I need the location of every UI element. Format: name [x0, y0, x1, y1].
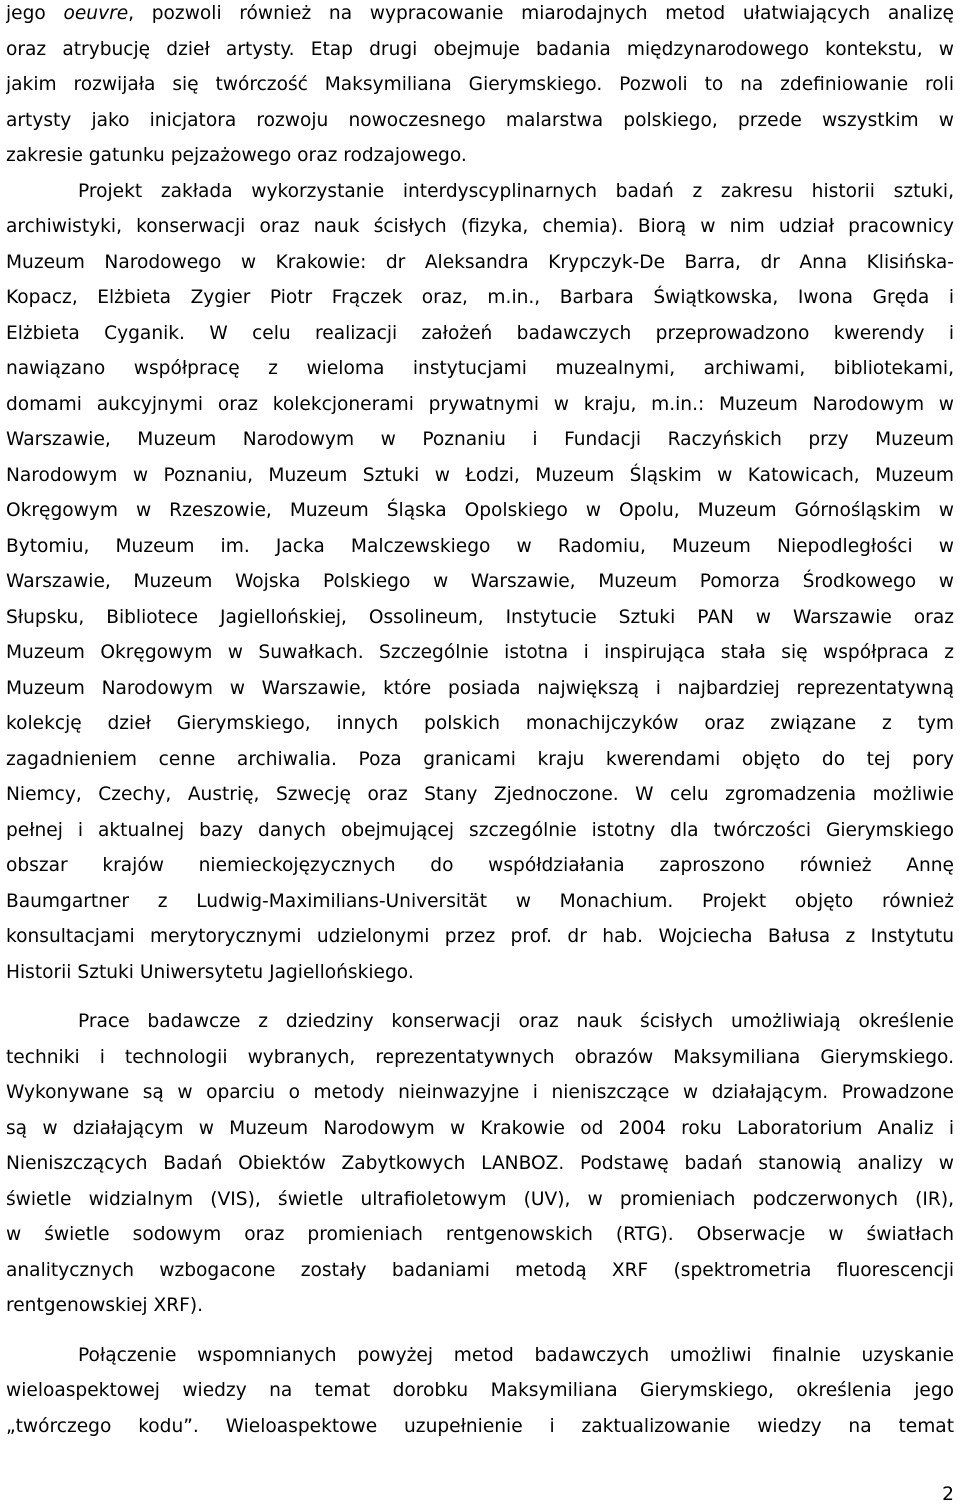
- text-line: Niemcy, Czechy, Austrię, Szwecję oraz Stany Zjednoczone. W celu zgromadzenia możliwie: [6, 784, 954, 805]
- text-line: jego oeuvre, pozwoli również na wypracowanie miarodajnych metod ułatwiających analizę: [6, 3, 954, 24]
- text-line: „twórczego kodu”. Wieloaspektowe uzupełnienie i zaktualizowanie wiedzy na temat: [6, 1415, 954, 1437]
- text-line: Połączenie wspomnianych powyżej metod badawczych umożliwi finalnie uzyskanie: [78, 1344, 954, 1366]
- text-line: zakresie gatunku pejzażowego oraz rodzajowego.: [6, 145, 467, 166]
- text-line: konsultacjami merytorycznymi udzielonymi przez prof. dr hab. Wojciecha Bałusa z Instytutu: [6, 926, 954, 947]
- paragraph-3: [6, 1004, 954, 1324]
- text-line: domami aukcyjnymi oraz kolekcjonerami prywatnymi w kraju, m.in.: Muzeum Narodowym w: [6, 393, 954, 415]
- text-line: analitycznych wzbogacone zostały badaniami metodą XRF (spektrometria fluorescencji: [6, 1259, 954, 1281]
- text-line: Słupsku, Bibliotece Jagiellońskiej, Ossolineum, Instytucie Sztuki PAN w Warszawie oraz: [6, 606, 954, 628]
- text-line: techniki i technologii wybranych, reprezentatywnych obrazów Maksymiliana Gierymskiego.: [6, 1046, 954, 1068]
- text-line: Narodowym w Poznaniu, Muzeum Sztuki w Łodzi, Muzeum Śląskim w Katowicach, Muzeum: [6, 464, 954, 486]
- text-line: Bytomiu, Muzeum im. Jacka Malczewskiego w Radomiu, Muzeum Niepodległości w: [6, 535, 954, 557]
- paragraph-2: [6, 174, 954, 991]
- text-line: Warszawie, Muzeum Narodowym w Poznaniu i Fundacji Raczyńskich przy Muzeum: [6, 429, 954, 450]
- text-line: kolekcję dzieł Gierymskiego, innych polskich monachijczyków oraz związane z tym: [6, 713, 954, 734]
- text-line: rentgenowskiej XRF).: [6, 1295, 204, 1316]
- paragraph-spacer: [6, 990, 954, 1004]
- text-line: nawiązano współpracę z wieloma instytucjami muzealnymi, archiwami, bibliotekami,: [6, 358, 954, 379]
- document-page: [6, 0, 954, 1444]
- text-line: w świetle sodowym oraz promieniach rentgenowskich (RTG). Obserwacje w światłach: [6, 1224, 954, 1245]
- text-line: Elżbieta Cyganik. W celu realizacji założeń badawczych przeprowadzono kwerendy i: [6, 322, 954, 344]
- text-line: Muzeum Narodowym w Warszawie, które posiada największą i najbardziej reprezentatywną: [6, 677, 954, 699]
- text-line: Projekt zakłada wykorzystanie interdyscyplinarnych badań z zakresu historii sztuki,: [78, 180, 954, 202]
- text-line: świetle widzialnym (VIS), świetle ultrafioletowym (UV), w promieniach podczerwonych (IR),: [6, 1188, 954, 1210]
- text-line: Warszawie, Muzeum Wojska Polskiego w Warszawie, Muzeum Pomorza Środkowego w: [6, 571, 954, 592]
- text-line: artysty jako inicjatora rozwoju nowoczesnego malarstwa polskiego, przede wszystkim w: [6, 109, 954, 131]
- text-line: Okręgowym w Rzeszowie, Muzeum Śląska Opolskiego w Opolu, Muzeum Górnośląskim w: [6, 500, 954, 521]
- text-line: zagadnieniem cenne archiwalia. Poza granicami kraju kwerendami objęto do tej pory: [6, 748, 954, 770]
- text-line: wieloaspektowej wiedzy na temat dorobku Maksymiliana Gierymskiego, określenia jego: [6, 1380, 954, 1401]
- text-line: Muzeum Okręgowym w Suwałkach. Szczególnie istotna i inspirująca stała się współpraca z: [6, 642, 954, 663]
- text-line: archiwistyki, konserwacji oraz nauk ścisłych (fizyka, chemia). Biorą w nim udział pracownicy: [6, 216, 954, 237]
- text-line: Kopacz, Elżbieta Zygier Piotr Frączek oraz, m.in., Barbara Świątkowska, Iwona Gręda i: [6, 287, 954, 308]
- text-line: Muzeum Narodowego w Krakowie: dr Aleksandra Krypczyk-De Barra, dr Anna Klisińska-: [6, 251, 954, 273]
- text-line: Wykonywane są w oparciu o metody nieinwazyjne i nieniszczące w działającym. Prowadzone: [6, 1082, 954, 1103]
- text-line: Nieniszczących Badań Obiektów Zabytkowych LANBOZ. Podstawę badań stanowią analizy w: [6, 1153, 954, 1174]
- paragraph-spacer: [6, 1324, 954, 1338]
- text-line: oraz atrybucję dzieł artysty. Etap drugi obejmuje badania międzynarodowego kontekstu, w: [6, 38, 954, 60]
- text-line: pełnej i aktualnej bazy danych obejmującej szczególnie istotny dla twórczości Gierymskiego: [6, 819, 954, 841]
- text-line: Baumgartner z Ludwig-Maximilians-Universität w Monachium. Projekt objęto również: [6, 890, 954, 912]
- text-line: Historii Sztuki Uniwersytetu Jagiellońskiego.: [6, 961, 414, 983]
- emphasized-term: oeuvre: [63, 3, 129, 24]
- text-line: jakim rozwijała się twórczość Maksymiliana Gierymskiego. Pozwoli to na zdefiniowanie roli: [6, 74, 954, 95]
- text-line: obszar krajów niemieckojęzycznych do współdziałania zaproszono również Annę: [6, 855, 954, 876]
- page-number: 2: [942, 1484, 954, 1505]
- text-line: są w działającym w Muzeum Narodowym w Krakowie od 2004 roku Laboratorium Analiz i: [6, 1117, 954, 1139]
- text-line: Prace badawcze z dziedziny konserwacji oraz nauk ścisłych umożliwiają określenie: [78, 1011, 954, 1032]
- paragraph-4: [6, 1338, 954, 1445]
- paragraph-1: [6, 0, 954, 174]
